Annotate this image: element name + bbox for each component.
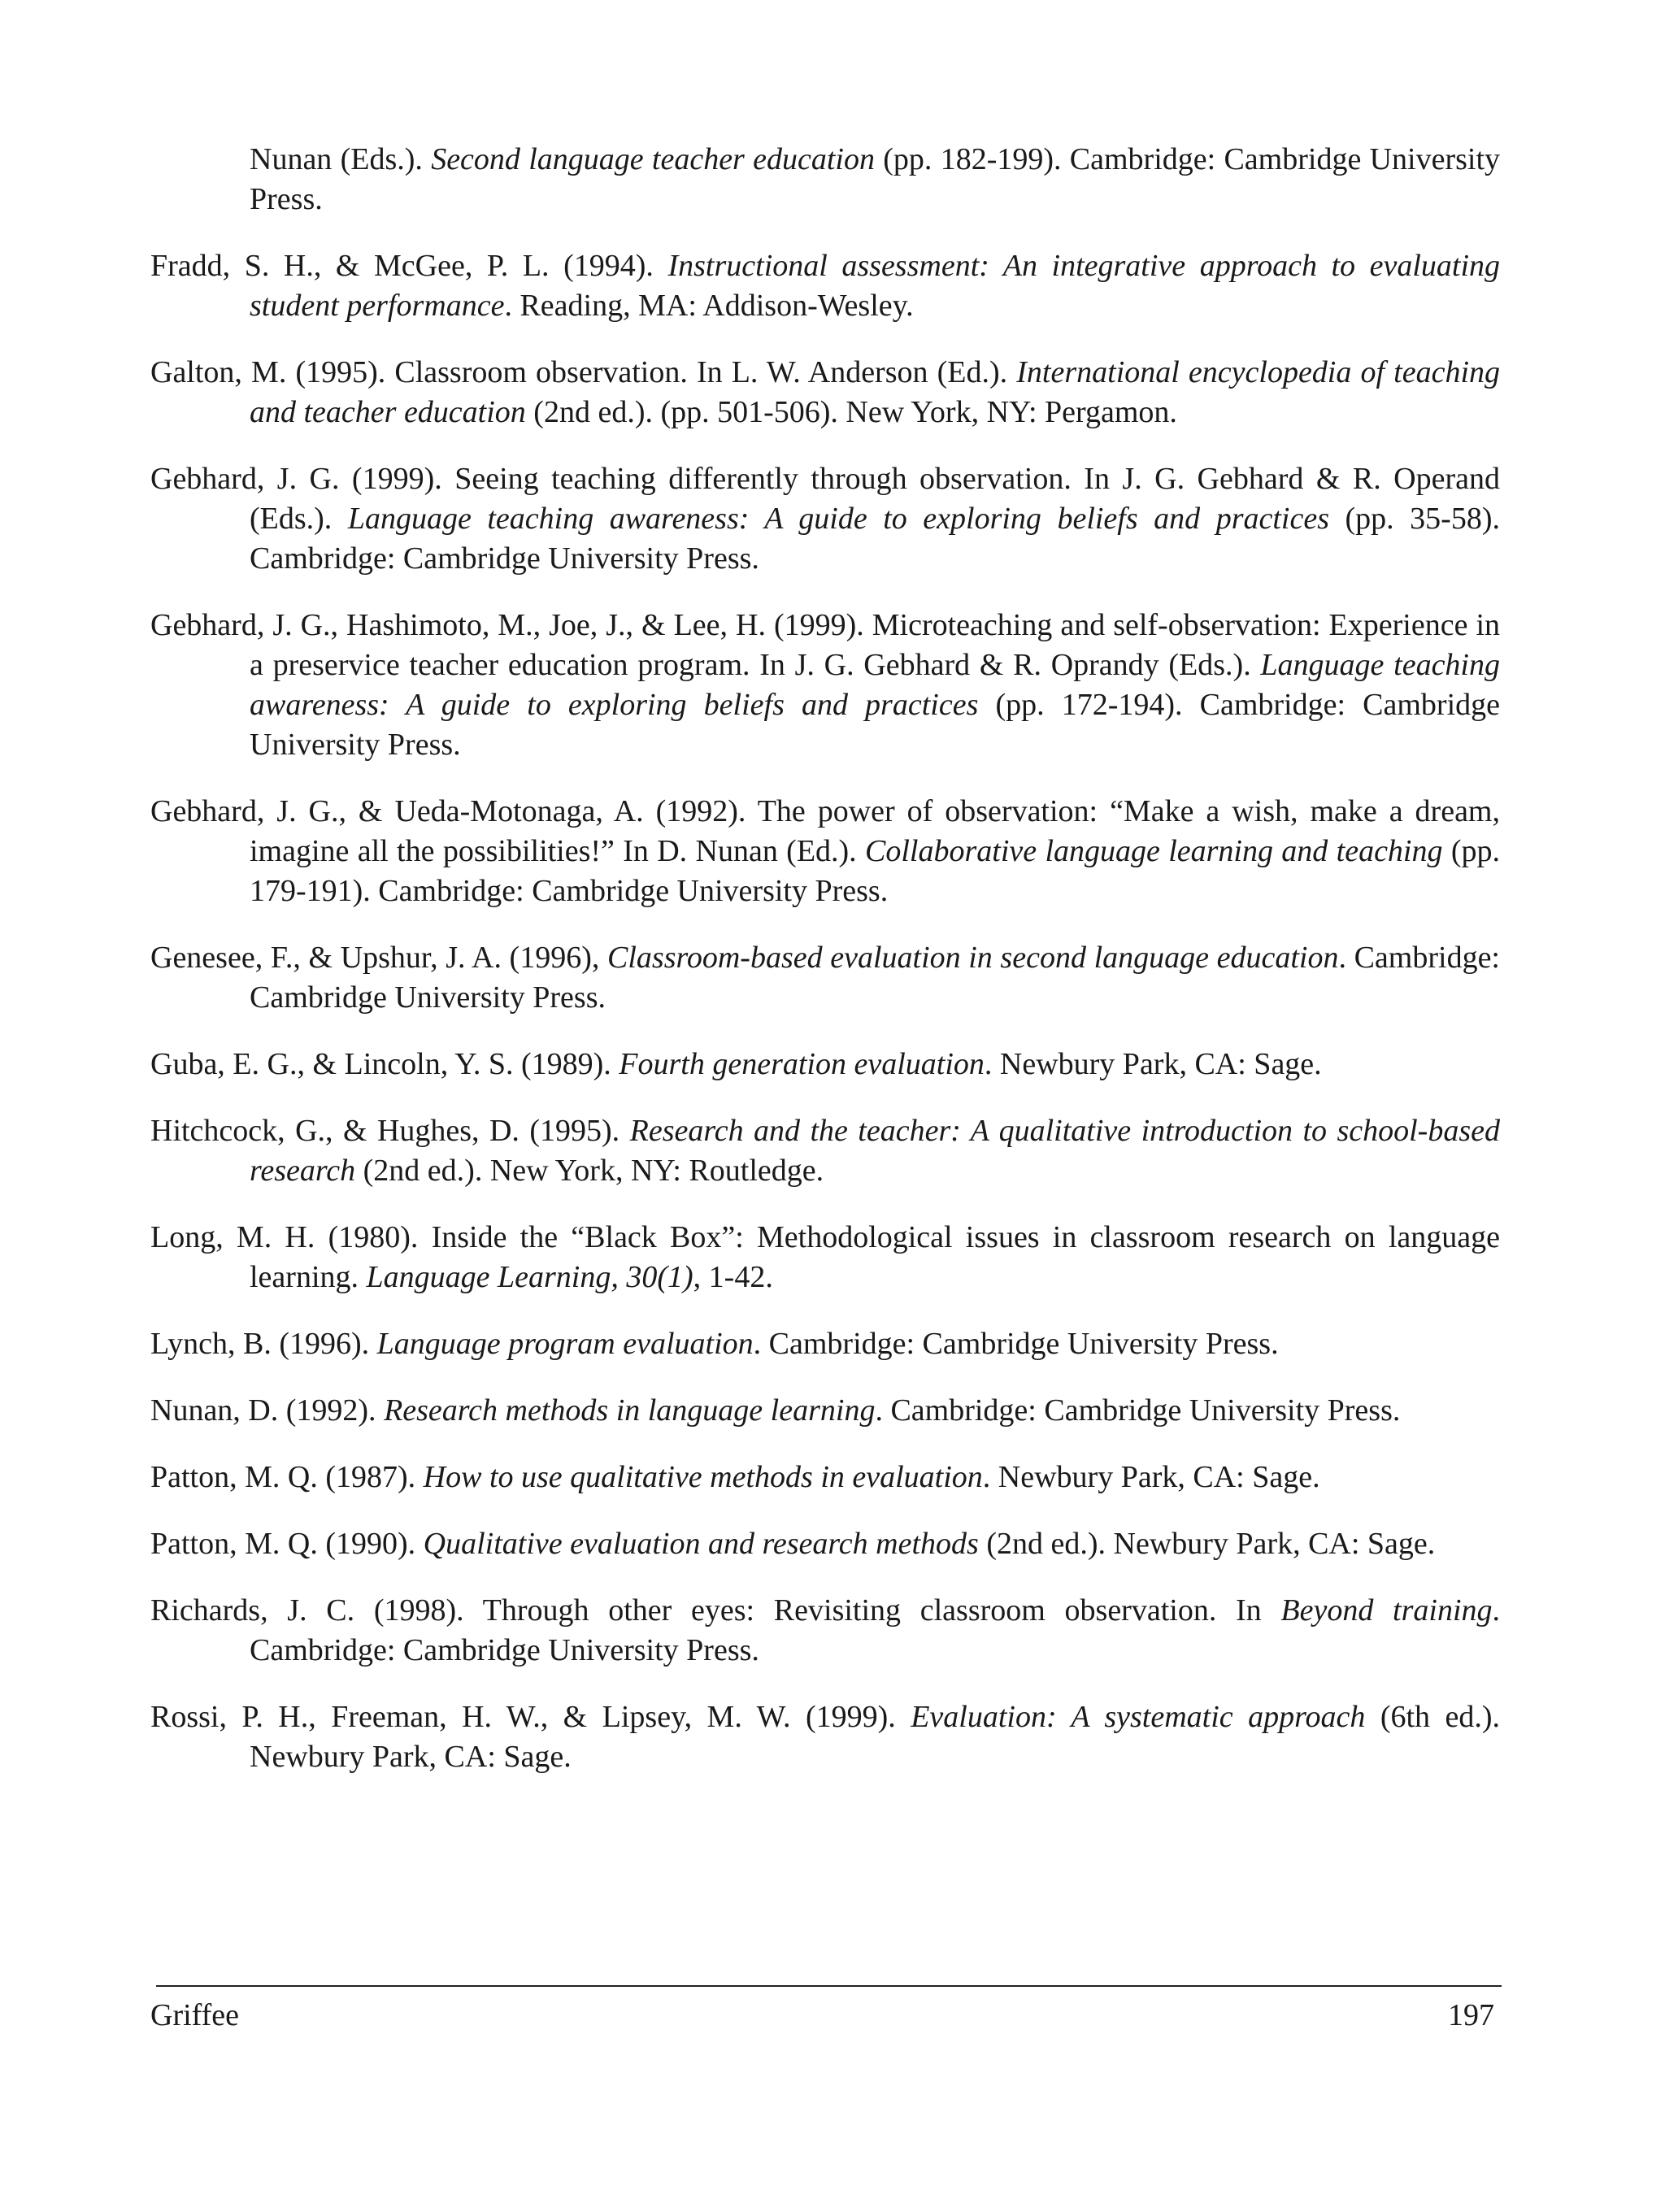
reference-entry: Lynch, B. (1996). Language program evaluation. Cambridge: Cambridge University Press. bbox=[150, 1327, 1279, 1361]
reference-entry: Patton, M. Q. (1990). Qualitative evaluation and research methods (2nd ed.). Newbury Park, CA: Sage. bbox=[150, 1527, 1436, 1561]
reference-entry: Richards, J. C. (1998). Through other eyes: Revisiting classroom observation. In Beyond training. Cambridge: Cambridge University Press. bbox=[150, 1593, 1501, 1667]
reference-entry: Gebhard, J. G., & Ueda-Motonaga, A. (1992). The power of observation: “Make a wish, make a dream, imagine all the possibilities!” In D. Nunan (Ed.). Collaborative language learning and teaching (pp. 179-191). Cambridge: Cambridge University Press. bbox=[150, 794, 1500, 908]
reference-entry: Genesee, F., & Upshur, J. A. (1996), Classroom-based evaluation in second language education. Cambridge: Cambridge University Press. bbox=[150, 941, 1500, 1015]
reference-entry: Guba, E. G., & Lincoln, Y. S. (1989). Fourth generation evaluation. Newbury Park, CA: Sage. bbox=[150, 1047, 1322, 1081]
page-number: 197 bbox=[1448, 1998, 1494, 2032]
reference-entry: Hitchcock, G., & Hughes, D. (1995). Research and the teacher: A qualitative introduction to school-based research (2nd ed.). New York, NY: Routledge. bbox=[150, 1114, 1500, 1188]
reference-entry: Nunan, D. (1992). Research methods in language learning. Cambridge: Cambridge University Press. bbox=[150, 1393, 1401, 1428]
reference-entry: Gebhard, J. G. (1999). Seeing teaching differently through observation. In J. G. Gebhard & R. Operand (Eds.). Language teaching awareness: A guide to exploring beliefs and practices (pp. 35-58). Cambridge: Cambridge University Press. bbox=[150, 462, 1500, 576]
footer-divider bbox=[156, 1985, 1502, 1987]
reference-list bbox=[150, 140, 1500, 1804]
reference-entry: Fradd, S. H., & McGee, P. L. (1994). Instructional assessment: An integrative approach to evaluating student performance. Reading, MA: Addison-Wesley. bbox=[150, 249, 1501, 323]
reference-entry: Patton, M. Q. (1987). How to use qualitative methods in evaluation. Newbury Park, CA: Sage. bbox=[150, 1460, 1320, 1494]
reference-entry: Long, M. H. (1980). Inside the “Black Box”: Methodological issues in classroom research on language learning. Language Learning, 30(1), 1-42. bbox=[150, 1220, 1500, 1294]
reference-entry: Gebhard, J. G., Hashimoto, M., Joe, J., & Lee, H. (1999). Microteaching and self-observation: Experience in a preservice teacher education program. In J. G. Gebhard & R. Oprandy (Eds.). Language teaching awareness: A guide to exploring beliefs and practices (pp. 172-194). Cambridge: Cambridge University Press. bbox=[150, 608, 1500, 762]
reference-entry: Rossi, P. H., Freeman, H. W., & Lipsey, M. W. (1999). Evaluation: A systematic approach (6th ed.). Newbury Park, CA: Sage. bbox=[150, 1700, 1500, 1774]
reference-entry: Nunan (Eds.). Second language teacher education (pp. 182-199). Cambridge: Cambridge University Press. bbox=[250, 142, 1501, 216]
reference-entry: Galton, M. (1995). Classroom observation. In L. W. Anderson (Ed.). International encyclopedia of teaching and teacher education (2nd ed.). (pp. 501-506). New York, NY: Pergamon. bbox=[150, 355, 1501, 429]
footer-author: Griffee bbox=[150, 1998, 240, 2032]
